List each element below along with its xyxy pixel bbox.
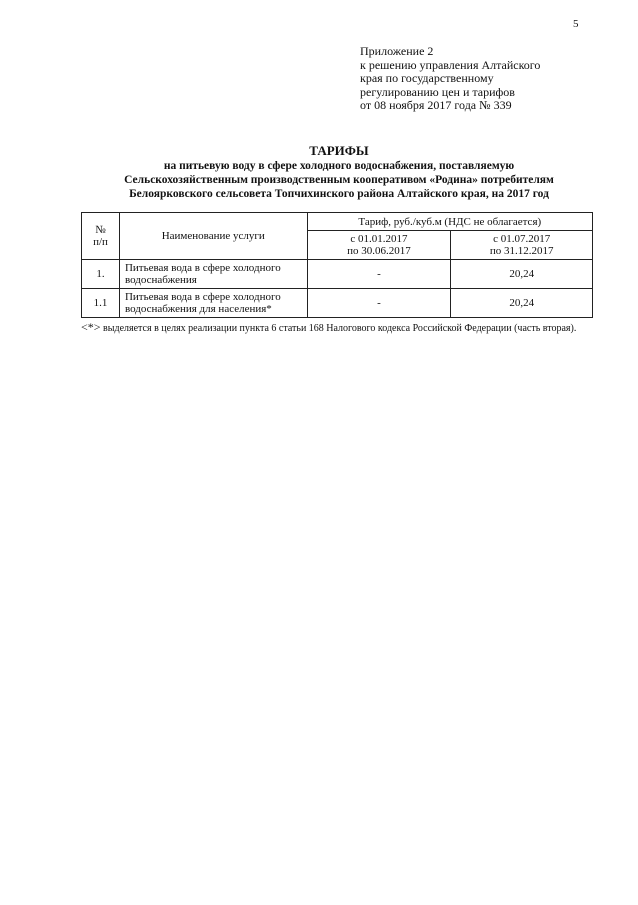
row-number: 1. [82, 260, 120, 289]
table-header-row [82, 213, 593, 231]
footnote [81, 320, 593, 336]
appendix-line: от 08 ноября 2017 года № 339 [360, 98, 512, 112]
footnote-text: выделяется в целях реализации пункта 6 статьи 168 Налогового кодекса Российской Федерации (часть вторая). [103, 323, 577, 334]
period-line: по 31.12.2017 [489, 245, 554, 257]
appendix-reference [360, 45, 540, 113]
header-number-line: № [95, 224, 106, 236]
row-service-name [119, 289, 307, 318]
appendix-line: к решению управления Алтайского [360, 57, 541, 72]
row-tariff-period-2: 20,24 [451, 289, 593, 318]
service-name-line: Питьевая вода в сфере холодного [124, 291, 281, 303]
tariffs-table [81, 212, 593, 318]
appendix-line: регулированию цен и тарифов [360, 84, 515, 99]
header-period-1 [307, 231, 451, 260]
title-line: Сельскохозяйственным производственным кооперативом «Родина» потребителям [124, 174, 554, 186]
title-main: ТАРИФЫ [309, 143, 369, 158]
period-line: по 30.06.2017 [347, 245, 411, 257]
period-line: с 01.01.2017 [350, 233, 408, 245]
period-line: с 01.07.2017 [493, 233, 551, 245]
row-tariff-period-2: 20,24 [451, 260, 593, 289]
title-line: Белоярковского сельсовета Топчихинского района Алтайского края, на 2017 год [129, 188, 549, 200]
appendix-line: края по государственному [360, 71, 494, 85]
row-number: 1.1 [82, 289, 120, 318]
service-name-line: водоснабжения [124, 274, 197, 286]
row-tariff-period-1: - [307, 289, 451, 318]
row-service-name [119, 260, 307, 289]
header-number-line: п/п [93, 236, 108, 248]
document-title [60, 143, 618, 201]
title-line: на питьевую воду в сфере холодного водоснабжения, поставляемую [163, 160, 515, 172]
table-row [82, 260, 593, 289]
page-number: 5 [573, 18, 579, 30]
header-number [82, 213, 120, 260]
appendix-line: Приложение 2 [360, 44, 434, 58]
service-name-line: водоснабжения для населения* [124, 303, 272, 315]
footnote-mark: <*> [81, 320, 101, 334]
row-tariff-period-1: - [307, 260, 451, 289]
service-name-line: Питьевая вода в сфере холодного [124, 262, 281, 274]
header-period-2 [451, 231, 593, 260]
header-service-name: Наименование услуги [119, 213, 307, 260]
table-row [82, 289, 593, 318]
header-tariff: Тариф, руб./куб.м (НДС не облагается) [307, 213, 592, 231]
